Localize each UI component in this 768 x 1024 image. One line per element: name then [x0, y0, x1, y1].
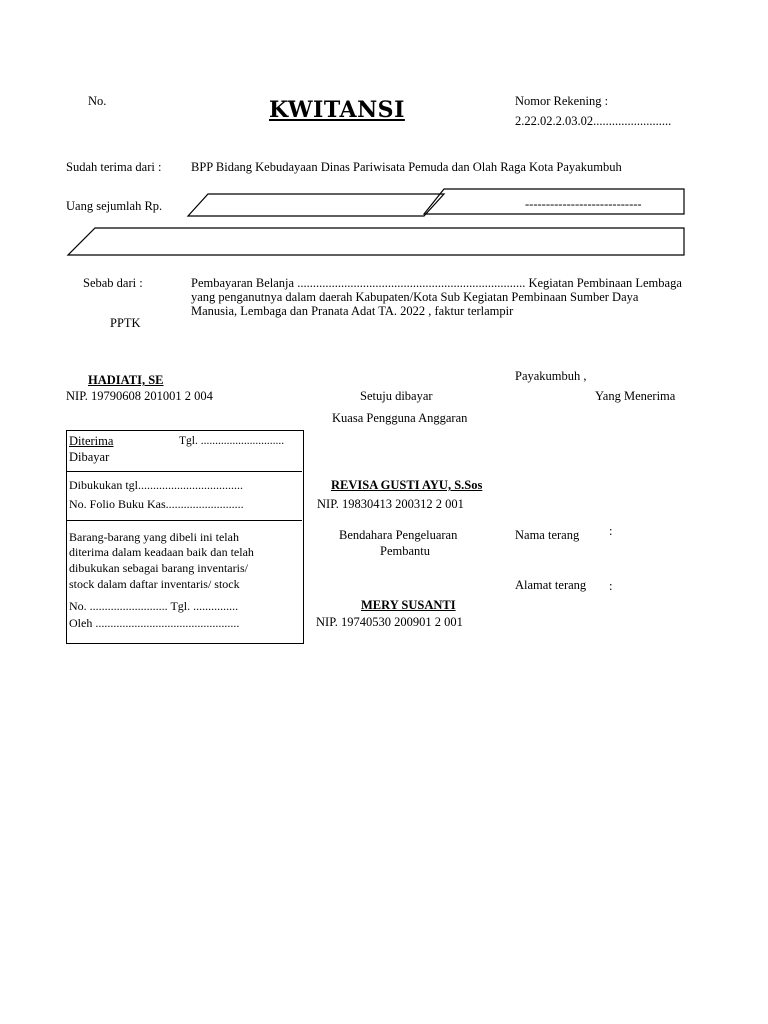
- amount-words-box: [68, 228, 684, 255]
- box-divider-1: [66, 471, 302, 472]
- sebab-dari-label: Sebab dari :: [83, 276, 143, 290]
- kuasa-pengguna-anggaran: Kuasa Pengguna Anggaran: [332, 411, 468, 425]
- sebab-line-2: yang penganutnya dalam daerah Kabupaten/Kota Sub Kegiatan Pembinaan Sumber Daya: [191, 290, 639, 304]
- amount-box-left: [188, 194, 444, 216]
- barang-line-3: dibukukan sebagai barang inventaris/: [69, 561, 248, 575]
- sudah-terima-label: Sudah terima dari :: [66, 160, 162, 174]
- bendahara-nip: NIP. 19740530 200901 2 001: [316, 615, 463, 629]
- nomor-rekening-label: Nomor Rekening :: [515, 94, 609, 108]
- nomor-rekening-value: 2.22.02.2.03.02.........................: [515, 114, 672, 128]
- amount-placeholder: ----------------------------: [525, 197, 642, 211]
- bendahara-line-2: Pembantu: [380, 544, 430, 558]
- barang-line-4: stock dalam daftar inventaris/ stock: [69, 577, 240, 591]
- dibayar-label: Dibayar: [69, 450, 110, 464]
- barang-line-2: diterima dalam keadaan baik dan telah: [69, 545, 254, 559]
- oleh-line: Oleh ................................................: [69, 616, 240, 630]
- alamat-terang-label: Alamat terang: [515, 578, 587, 592]
- dibukukan-tgl: Dibukukan tgl...................................: [69, 478, 243, 492]
- box-divider-2: [66, 520, 302, 521]
- nama-terang-colon: :: [609, 524, 613, 538]
- uang-sejumlah-label: Uang sejumlah Rp.: [66, 199, 163, 213]
- setuju-dibayar: Setuju dibayar: [360, 389, 433, 403]
- kpa-nip: NIP. 19830413 200312 2 001: [317, 497, 464, 511]
- sebab-line-3: Manusia, Lembaga dan Pranata Adat TA. 2022 , faktur terlampir: [191, 304, 514, 318]
- no-tgl-line: No. .......................... Tgl. ...............: [69, 599, 239, 613]
- sudah-terima-value: BPP Bidang Kebudayaan Dinas Pariwisata Pemuda dan Olah Raga Kota Payakumbuh: [191, 160, 622, 174]
- diterima-tgl: Tgl. .............................: [179, 435, 285, 447]
- alamat-terang-colon: :: [609, 579, 613, 593]
- pptk-name: HADIATI, SE: [88, 373, 164, 387]
- barang-line-1: Barang-barang yang dibeli ini telah: [69, 530, 239, 544]
- sebab-line-1: Pembayaran Belanja ......................................................................... Kegiatan Pembinaan Lembaga: [191, 276, 682, 290]
- bendahara-name: MERY SUSANTI: [361, 598, 456, 612]
- document-title: KWITANSI: [269, 97, 405, 123]
- pptk-label: PPTK: [110, 316, 141, 330]
- bendahara-line-1: Bendahara Pengeluaran: [339, 528, 458, 542]
- folio-buku-kas: No. Folio Buku Kas..........................: [69, 497, 244, 511]
- yang-menerima: Yang Menerima: [595, 389, 676, 403]
- no-label: No.: [88, 94, 107, 108]
- pptk-nip: NIP. 19790608 201001 2 004: [66, 389, 213, 403]
- kpa-name: REVISA GUSTI AYU, S.Sos: [331, 478, 483, 492]
- diterima-label: Diterima: [69, 434, 114, 448]
- place-date: Payakumbuh ,: [515, 369, 587, 383]
- nama-terang-label: Nama terang: [515, 528, 580, 542]
